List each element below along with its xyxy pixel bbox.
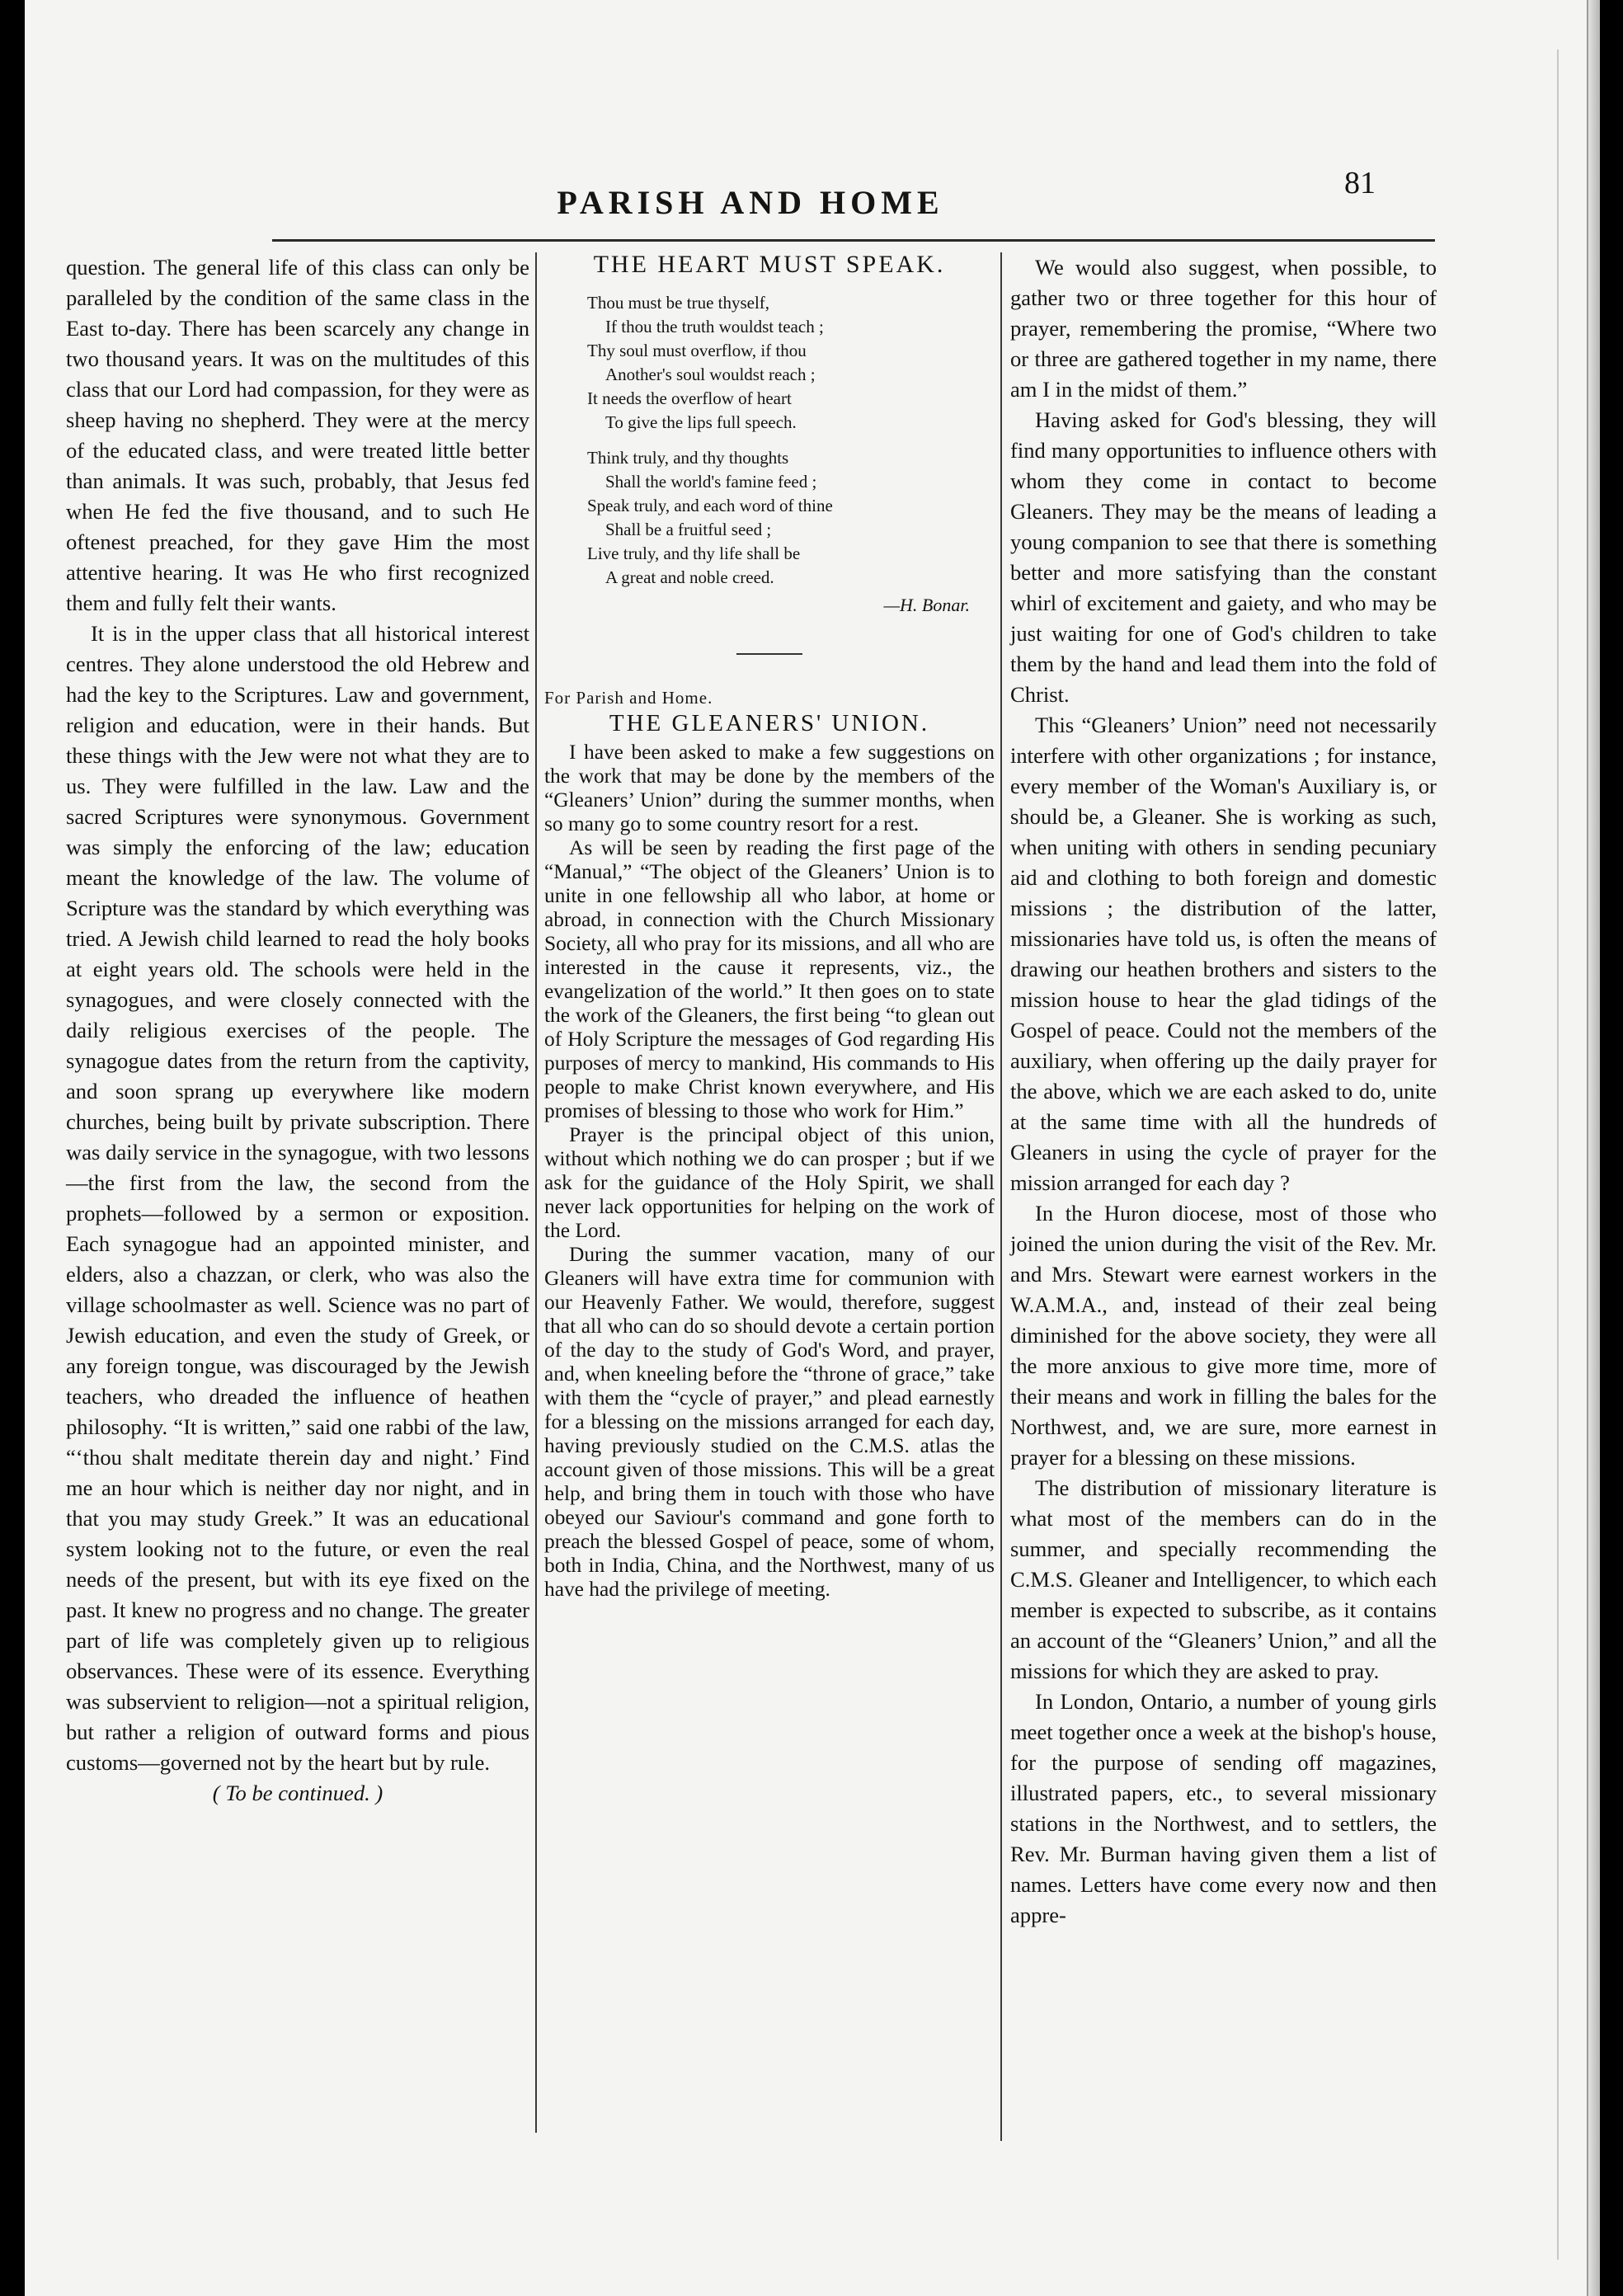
page-number: 81 — [1344, 166, 1376, 200]
poem-line: To give the lips full speech. — [605, 412, 797, 432]
column-2 — [544, 252, 995, 1602]
column-divider-1 — [535, 252, 537, 2133]
poem-line: Thy soul must overflow, if thou — [587, 341, 807, 360]
col1-paragraph-1: question. The general life of this class can only be paralleled by the condition of the same class in the East to-day. There has been scarcely any change in two thousand years. It was on the multitudes of this class that our Lord had compassion, for they were as sheep having no shepherd. They were at the mercy of the educated class, and were treated little better than animals. It was such, probably, that Jesus fed when He fed the five thousand, and to such He oftenest preached, for they gave Him the most attentive hearing. It was He who first recognized them and fully felt their wants. — [66, 255, 529, 615]
col2-paragraph-2: As will be seen by reading the first page of the “Manual,” “The object of the Gleaners’ Union is to unite in one fellowship all who labor, at home or abroad, in connection with the Church Missionary Society, all who pray for its missions, and all who are interested in the cause it represents, viz., the evangelization of the world.” It then goes on to state the work of the Gleaners, the first being “to glean out of Holy Scripture the messages of God regarding His purposes of mercy to mankind, His commands to His people to make Christ known everywhere, and His promises of blessing to those who work for Him.” — [544, 836, 995, 1122]
col2-paragraph-3: Prayer is the principal object of this union, without which nothing we do can prosper ; but if we ask for the guidance of the Holy Spirit, we shall never lack opportunities for helping on the work of the Lord. — [544, 1123, 995, 1242]
poem-line: It needs the overflow of heart — [587, 388, 792, 408]
poem-attribution: —H. Bonar. — [883, 595, 970, 615]
poem-line: Shall the world's famine feed ; — [605, 472, 817, 492]
poem-line: Live truly, and thy life shall be — [587, 543, 801, 563]
newspaper-page — [25, 0, 1598, 2296]
stanza-gap — [587, 435, 995, 446]
binding-edge — [1587, 0, 1600, 2296]
column-divider-2 — [1000, 252, 1002, 2141]
col3-paragraph-5: The distribution of missionary literature is what most of the members can do in the summer, and specially recommending the C.M.S. Gleaner and Intelligencer, to which each member is expected to subscribe, as it contains an account of the “Gleaners’ Union,” and all the missions for which they are asked to pray. — [1010, 1475, 1437, 1683]
col3-paragraph-6: In London, Ontario, a number of young girls meet together once a week at the bishop's house, for the purpose of sending off magazines, illustrated papers, etc., to several missionary stations in the Northwest, and to settlers, the Rev. Mr. Burman having given them a list of names. Letters have come every now and then appre- — [1010, 1689, 1437, 1927]
header-rule — [272, 239, 1435, 242]
column-1 — [66, 252, 529, 1809]
article-title: THE GLEANERS' UNION. — [609, 710, 930, 736]
to-be-continued: ( To be continued. ) — [212, 1781, 383, 1805]
poem-line: Speak truly, and each word of thine — [587, 496, 833, 515]
column-3 — [1010, 252, 1437, 1931]
section-dash — [736, 653, 802, 655]
poem-line: If thou the truth wouldst teach ; — [605, 317, 824, 336]
running-head: PARISH AND HOME — [557, 184, 944, 221]
col3-paragraph-3: This “Gleaners’ Union” need not necessarily interfere with other organizations ; for instance, every member of the Woman's Auxiliary is, or should be, a Gleaner. She is working as such, when uniting with others in sending pecuniary aid and clothing to both foreign and domestic missions ; the distribution of the latter, missionaries have told us, is often the means of drawing our heathen brothers and sisters to the mission house to hear the glad tidings of the Gospel of peace. Could not the members of the auxiliary, when offering up the daily prayer for the above, which we are each asked to do, unite at the same time with all the hundreds of Gleaners in using the cycle of prayer for the mission arranged for each day ? — [1010, 713, 1437, 1195]
col1-paragraph-2: It is in the upper class that all historical interest centres. They alone understood the old Hebrew and had the key to the Scriptures. Law and government, religion and education, were in their hands. But these things with the Jew were not what they are to us. They were fulfilled in the law. Law and the sacred Scriptures were synonymous. Government was simply the enforcing of the law; education meant the knowledge of the law. The volume of Scripture was the standard by which everything was tried. A Jewish child learned to read the holy books at eight years old. The schools were held in the synagogues, and were closely connected with the daily religious exercises of the people. The synagogue dates from the return from the captivity, and soon sprang up everywhere like modern churches, being built by private subscription. There was daily service in the synagogue, with two lessons—the first from the law, the second from the prophets—followed by a sermon or exposition. Each synagogue had an appointed minister, and elders, also a chazzan, or clerk, who was also the village schoolmaster as well. Science was no part of Jewish education, and even the study of Greek, or any foreign tongue, was discouraged by the Jewish teachers, who dreaded the influence of heathen philosophy. “It is written,” said one rabbi of the law, “‘thou shalt meditate therein day and night.’ Find me an hour which is neither day nor night, and in that you may study Greek.” It was an educational system looking not to the future, or even the real needs of the present, but with its eye fixed on the past. It knew no progress and no change. The greater part of life was completely given up to religious observances. These were of its essence. Everything was subservient to religion—not a spiritual religion, but rather a religion of outward forms and pious customs—governed not by the heart but by rule. — [66, 621, 529, 1775]
col2-paragraph-4: During the summer vacation, many of our Gleaners will have extra time for communion with our Heavenly Father. We would, therefore, suggest that all who can do so should devote a certain portion of the day to the study of God's Word, and prayer, and, when kneeling before the “throne of grace,” take with them the “cycle of prayer,” and plead earnestly for a blessing on the missions arranged for each day, having previously studied on the C.M.S. atlas the account given of those missions. This will be a great help, and bring them in touch with those who have obeyed our Saviour's command and gone forth to preach the blessed Gospel of peace, some of whom, both in India, China, and the Northwest, many of us have had the privilege of meeting. — [544, 1243, 995, 1601]
poem — [544, 291, 995, 590]
page-edge-shadow — [1557, 49, 1559, 2260]
poem-title: THE HEART MUST SPEAK. — [593, 251, 946, 278]
poem-line: Thou must be true thyself, — [587, 293, 770, 313]
poem-line: Another's soul wouldst reach ; — [605, 365, 816, 384]
poem-line: A great and noble creed. — [605, 567, 774, 587]
col3-paragraph-4: In the Huron diocese, most of those who joined the union during the visit of the Rev. Mr. and Mrs. Stewart were earnest workers in the W.A.M.A., and, instead of their zeal being diminished for the above society, they were all the more anxious to give more time, more of their means and work in filling the bales for the Northwest, and, we are sure, more earnest in prayer for a blessing on these missions. — [1010, 1201, 1437, 1470]
col2-paragraph-1: I have been asked to make a few suggestions on the work that may be done by the members of the “Gleaners’ Union” during the summer months, when so many go to some country resort for a rest. — [544, 741, 995, 835]
col3-paragraph-1: We would also suggest, when possible, to gather two or three together for this hour of prayer, remembering the promise, “Where two or three are gathered together in my name, there am I in the midst of them.” — [1010, 255, 1437, 402]
article-source-label: For Parish and Home. — [544, 688, 713, 708]
poem-line: Shall be a fruitful seed ; — [605, 520, 772, 539]
col3-paragraph-2: Having asked for God's blessing, they will find many opportunities to influence others with whom they come in contact to become Gleaners. They may be the means of leading a young companion to see that there is something better and more satisfying than the constant whirl of excitement and gaiety, and who may be just waiting for one of God's children to take them by the hand and lead them into the fold of Christ. — [1010, 407, 1437, 707]
poem-line: Think truly, and thy thoughts — [587, 448, 789, 468]
